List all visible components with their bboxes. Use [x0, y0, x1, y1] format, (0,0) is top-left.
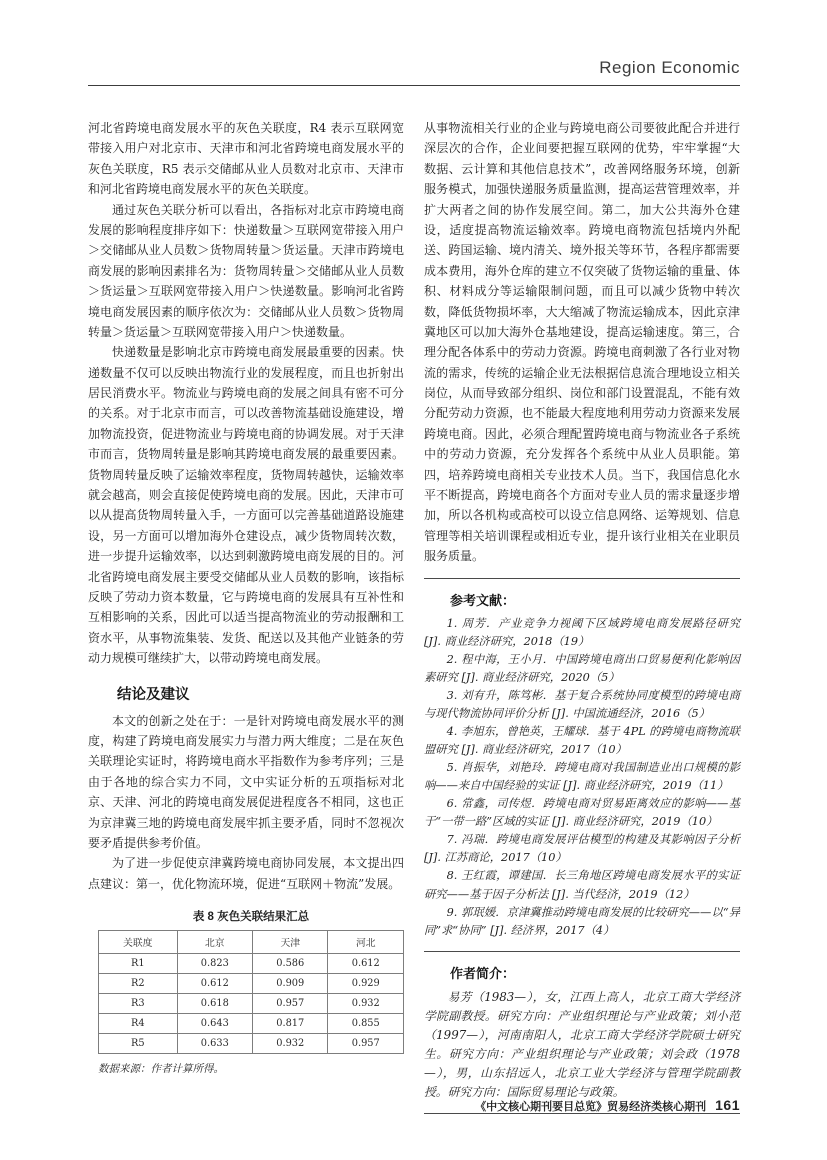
page-number: 161: [715, 1097, 740, 1113]
body-paragraph: 河北省跨境电商发展水平的灰色关联度，R4 表示互联网宽带接入用户对北京市、天津市和河北省跨境电商发展水平的灰色关联度，R5 表示交储邮从业人员数对北京市、天津市和河北省跨境电商发展水平的灰色关联度。: [88, 121, 404, 197]
table-cell: 0.612: [328, 954, 404, 974]
body-paragraph: 从事物流相关行业的企业与跨境电商公司要彼此配合并进行深层次的合作，企业间要把握互联网的优势，牢牢掌握“大数据、云计算和其他信息技术”，改善网络服务环境，创新服务模式，加强快递服务质量监测，提高运营管理效率，并扩大两者之间的协作发展空间。第二，加大公共海外仓建设，适度提高物流运输效率。跨境电商物流包括境内外配送、跨国运输、境内清关、境外报关等环节，各程序都需要成本费用，海外仓库的建立不仅突破了货物运输的重量、体积、材料成分等运输限制问题，而且可以减少货物中转次数，降低货物损坏率，大大缩减了物流运输成本，因此京津冀地区可以加大海外仓基地建设，提高运输速度。第三，合理分配各体系中的劳动力资源。跨境电商刺激了各行业对物流的需求，传统的运输企业无法根据信息流合理地设立相关岗位，从而导致部分组织、岗位和部门设置混乱，不能有效分配劳动力资源，也不能最大程度地利用劳动力资源来发展跨境电商。因此，必须合理配置跨境电商与物流业各子系统中的劳动力资源，充分发挥各个系统中从业人员职能。第四，培养跨境电商相关专业技术人员。当下，我国信息化水平不断提高，跨境电商各个方面对专业人员的需求量逐步增加，所以各机构或高校可以设立信息网络、运筹规划、信息管理等相关培训课程或相近专业，提升该行业相关在业职员服务质量。: [424, 121, 740, 564]
table-row: [99, 1014, 404, 1034]
table-row: [99, 974, 404, 994]
table-cell: 0.633: [177, 1034, 252, 1054]
table-header-row: [99, 931, 404, 954]
table-cell: 0.612: [177, 974, 252, 994]
table-cell: 0.643: [177, 1014, 252, 1034]
journal-section-title: Region Economic: [599, 58, 740, 77]
table-cell: 0.957: [328, 1034, 404, 1054]
body-paragraph: 为了进一步促使京津冀跨境电商协同发展，本文提出四点建议：第一，优化物流环境，促进“互联网＋物流”发展。: [88, 856, 404, 891]
section-divider: [424, 951, 740, 952]
reference-item: 3. 刘有升，陈笃彬．基于复合系统协同度模型的跨境电商与现代物流协同评价分析 [J]. 中国流通经济，2016（5）: [424, 688, 740, 720]
table-cell: 0.929: [328, 974, 404, 994]
reference-item: 1. 周芳．产业竞争力视阈下区域跨境电商发展路径研究 [J]. 商业经济研究，2018（19）: [424, 616, 740, 648]
references-heading: 参考文献：: [450, 592, 516, 608]
table-cell: 0.932: [328, 994, 404, 1014]
section-divider: [424, 578, 740, 579]
author-bio-heading: 作者简介：: [450, 965, 516, 981]
table-header-cell: 河北: [328, 931, 404, 954]
reference-item: 5. 肖振华，刘艳玲．跨境电商对我国制造业出口规模的影响——来自中国经验的实证 [J]. 商业经济研究，2019（11）: [424, 761, 740, 793]
table-row: [99, 994, 404, 1014]
two-column-layout: [88, 118, 740, 1125]
table-source-note: 数据来源：作者计算所得。: [98, 1063, 224, 1076]
table-row: [99, 1034, 404, 1054]
table-cell: 0.817: [253, 1014, 328, 1034]
grey-relational-results-table: [98, 930, 404, 1054]
table-cell: R5: [99, 1034, 178, 1054]
table-row: [99, 954, 404, 974]
table-cell: R3: [99, 994, 178, 1014]
right-column: [424, 118, 740, 1125]
page-content: [88, 58, 740, 1125]
journal-section-header: [88, 58, 740, 86]
table-header-cell: 天津: [253, 931, 328, 954]
reference-item: 9. 郭珉媛．京津冀推动跨境电商发展的比较研究——以“异同”求“协同” [J]. 经济界，2017（4）: [424, 905, 740, 937]
reference-item: 4. 李旭东，曾艳英，王耀球．基于 4PL 的跨境电商物流联盟研究 [J]. 商业经济研究，2017（10）: [424, 724, 740, 757]
body-paragraph: 通过灰色关联分析可以看出，各指标对北京市跨境电商发展的影响程度排序如下：快递数量＞互联网宽带接入用户＞交储邮从业人员数＞货物周转量＞货运量。天津市跨境电商发展的影响因素排名为：货物周转量＞交储邮从业人员数＞货运量＞互联网宽带接入用户＞快递数量。影响河北省跨境电商发展因素的顺序依次为：交储邮从业人员数＞货物周转量＞货运量＞互联网宽带接入用户＞快递数量。: [88, 202, 404, 339]
table-caption: 表 8 灰色关联结果汇总: [192, 911, 310, 924]
reference-item: 6. 常鑫，司传煜．跨境电商对贸易距离效应的影响——基于“一带一路”区域的实证 [J]. 商业经济研究，2019（10）: [424, 797, 740, 829]
table-header-cell: 关联度: [99, 931, 178, 954]
footer-journal-note: 《中文核心期刊要目总览》贸易经济类核心期刊: [475, 1101, 707, 1113]
left-column: [88, 118, 404, 1125]
table-cell: 0.909: [253, 974, 328, 994]
page-footer: [475, 1097, 740, 1114]
table-cell: 0.932: [253, 1034, 328, 1054]
table-cell: 0.618: [177, 994, 252, 1014]
reference-item: 7. 冯瑞．跨境电商发展评估模型的构建及其影响因子分析 [J]. 江苏商论，2017（10）: [424, 833, 740, 865]
body-paragraph: 快递数量是影响北京市跨境电商发展最重要的因素。快递数量不仅可以反映出物流行业的发展程度，而且也折射出居民消费水平。物流业与跨境电商的发展之间具有密不可分的关系。对于北京市而言，可以改善物流基础设施建设，增加物流投资，促进物流业与跨境电商的协调发展。对于天津市而言，货物周转量是影响其跨境电商发展的最重要因素。货物周转量反映了运输效率程度，货物周转越快，运输效率就会越高，则会直接促使跨境电商的发展。因此，天津市可以从提高货物周转量入手，一方面可以完善基础道路设施建设，另一方面可以增加海外仓建设点，减少货物周转次数，进一步提升运输效率，以达到刺激跨境电商发展的目的。河北省跨境电商发展主要受交储邮从业人员数的影响，该指标反映了劳动力资本数量，它与跨境电商的发展具有互补性和互相影响的关系，因此可以适当提高物流业的劳动报酬和工资水平，从事物流集装、发货、配送以及其他产业链条的劳动力规模可继续扩大，以带动跨境电商发展。: [88, 345, 404, 666]
table-cell: R1: [99, 954, 178, 974]
table-header-cell: 北京: [177, 931, 252, 954]
reference-item: 8. 王红霞，谭建国．长三角地区跨境电商发展水平的实证研究——基于因子分析法 [J]. 当代经济，2019（12）: [424, 869, 740, 901]
table-cell: 0.586: [253, 954, 328, 974]
table-cell: 0.823: [177, 954, 252, 974]
table-cell: 0.855: [328, 1014, 404, 1034]
section-heading-conclusion: 结论及建议: [117, 686, 190, 703]
reference-item: 2. 程中海，王小月．中国跨境电商出口贸易便利化影响因素研究 [J]. 商业经济研究，2020（5）: [424, 652, 740, 684]
table-block: [88, 908, 404, 1076]
author-bio-text: 易芳（1983—），女，江西上高人，北京工商大学经济学院副教授。研究方向：产业组织理论与产业政策；刘小范（1997—），河南南阳人，北京工商大学经济学院硕士研究生。研究方向：产业组织理论与产业政策；刘会政（1978—），男，山东招远人，北京工业大学经济与管理学院副教授。研究方向：国际贸易理论与政策。: [424, 989, 740, 1100]
body-paragraph: 本文的创新之处在于：一是针对跨境电商发展水平的测度，构建了跨境电商发展实力与潜力两大维度；二是在灰色关联理论实证时，将跨境电商水平指数作为参考序列；三是由于各地的综合实力不同，文中实证分析的五项指标对北京、天津、河北的跨境电商发展促进程度各不相同，这也正为京津冀三地的跨境电商发展牢抓主要矛盾，同时不忽视次要矛盾提供参考价值。: [88, 713, 404, 850]
table-cell: R4: [99, 1014, 178, 1034]
table-cell: 0.957: [253, 994, 328, 1014]
table-cell: R2: [99, 974, 178, 994]
